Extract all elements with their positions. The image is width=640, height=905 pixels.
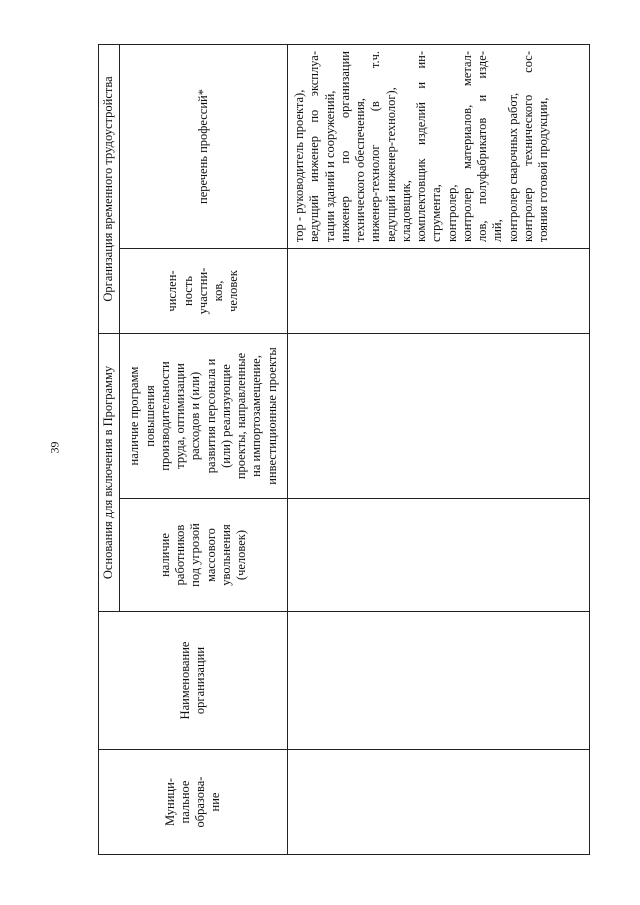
rotated-table-container — [98, 45, 590, 855]
cell-programs — [288, 334, 590, 499]
header-workers-threat: наличие работников под угрозой массового увольнения (человек) — [120, 499, 288, 612]
profession-line: контролер сварочных работ, — [505, 92, 520, 242]
profession-line: тояния готовой продукции, — [536, 97, 550, 242]
profession-line: тор - руководитель проекта), — [292, 89, 306, 242]
profession-line: кладовщик, — [398, 180, 413, 242]
cell-organization — [288, 612, 590, 750]
profession-line: струмента, — [429, 184, 444, 242]
profession-line: лий, — [490, 219, 505, 242]
profession-line: ведущий инженер-технолог), — [383, 87, 398, 242]
header-professions: перечень профессий* — [120, 45, 288, 249]
profession-line: инженер-технолог (в т.ч. — [368, 51, 383, 242]
header-programs: наличие программ повышения производительности труда, оптимизации расходов и (или) развития персонала и (или) реализующие проекты, направленные на импортозамещение, инвестиционные проекты — [120, 334, 288, 499]
profession-line: контролер технического сос- — [520, 51, 535, 242]
profession-line: технического обеспечения, — [353, 98, 367, 242]
cell-workers-threat — [288, 499, 590, 612]
profession-line: тации зданий и сооружений, — [322, 90, 337, 242]
profession-line: контролер, — [444, 184, 459, 242]
header-organization: Наименование организации — [99, 612, 288, 750]
header-municipality: Муници- пальное образова- ние — [99, 750, 288, 855]
profession-line: лов, полуфабрикатов и изде- — [475, 51, 489, 242]
profession-line: ведущий инженер по эксплуа- — [307, 51, 322, 242]
page-number: 39 — [47, 441, 62, 454]
professions-list — [292, 51, 551, 242]
profession-line: комплектовщик изделий и ин- — [414, 51, 428, 242]
profession-line: инженер по организации — [337, 51, 352, 242]
employment-program-table — [98, 44, 590, 855]
header-participants: числен- ность участни- ков, человек — [120, 249, 288, 334]
header-group-temp-employment: Организация временного трудоустройства — [99, 45, 120, 334]
profession-line: контролер материалов, метал- — [459, 51, 474, 242]
cell-municipality — [288, 750, 590, 855]
cell-participants — [288, 249, 590, 334]
header-group-basis: Основания для включения в Программу — [99, 334, 120, 612]
cell-professions — [288, 45, 590, 249]
